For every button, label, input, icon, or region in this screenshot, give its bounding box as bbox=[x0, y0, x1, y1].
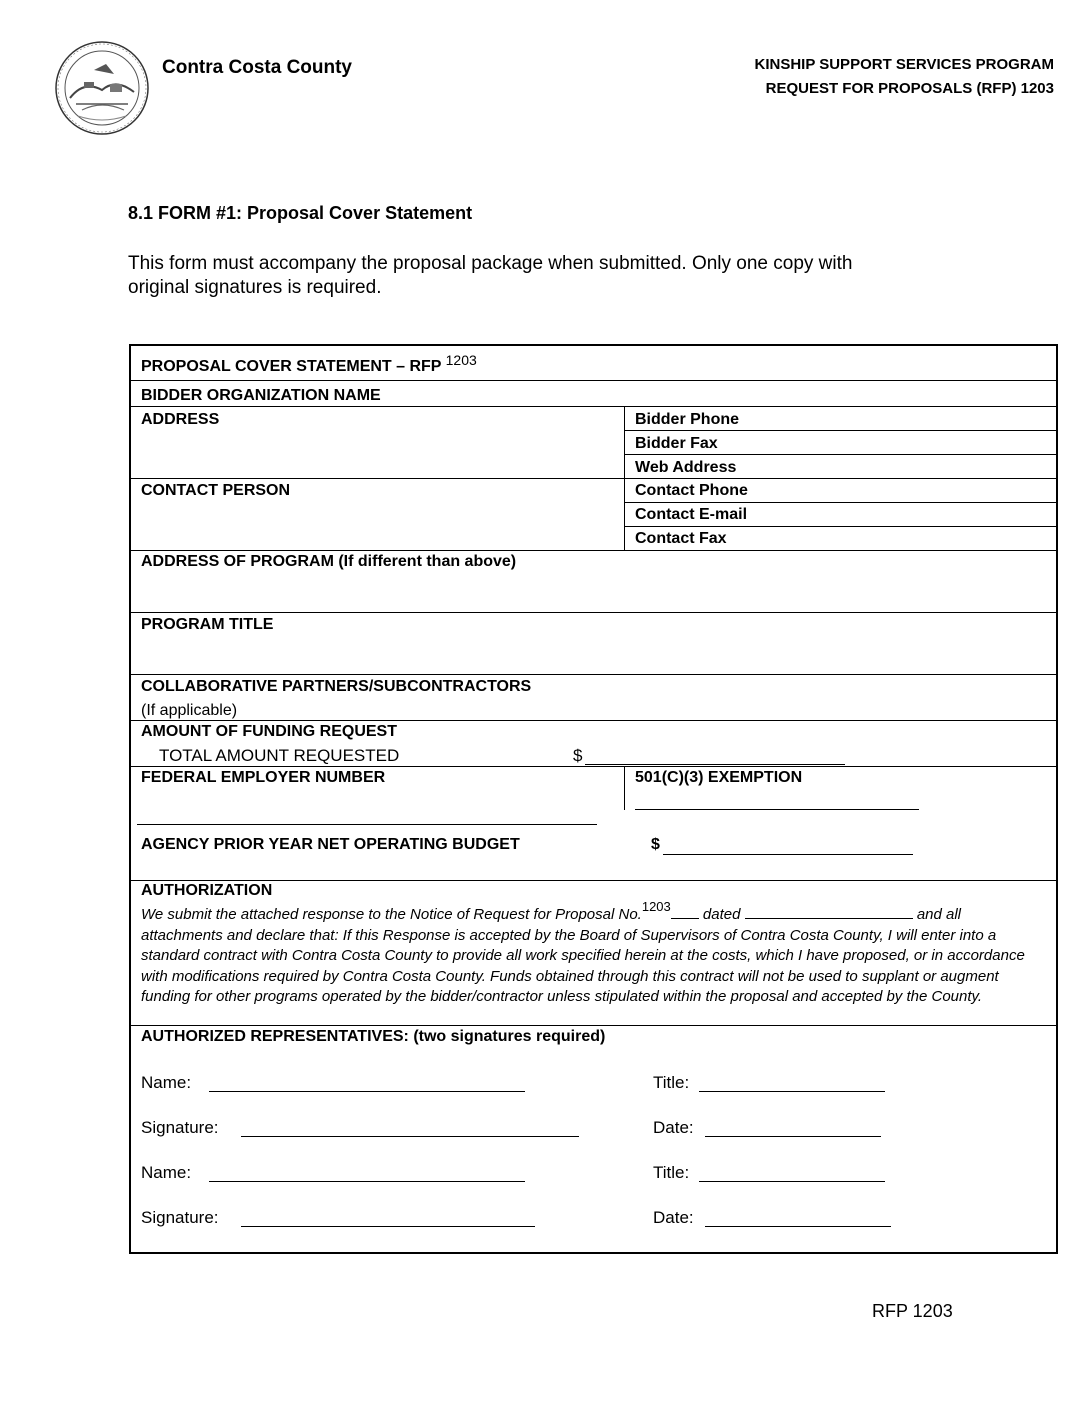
rfp-number-blank[interactable] bbox=[671, 904, 699, 919]
authorization-text: We submit the attached response to the Notice of Request for Proposal No.1203 dated and all attachments and declare that: If this Response is accepted by the Board of Supervisors of Contra Costa County, I will enter into a standard contract with Contra Costa County to provide all work specified herein at the costs, which I have proposed, or in accordance with modifications required by Contra Costa County. Funds obtained through this contract will not be used to supplant or augment funding for other programs operated by the bidder/contractor unless stipulated within the proposal and accepted by the County. bbox=[141, 899, 1025, 1005]
footer-rfp-number: RFP 1203 bbox=[872, 1301, 953, 1321]
date-label-1: Date: bbox=[653, 1118, 694, 1137]
date-label-2: Date: bbox=[653, 1208, 694, 1227]
name-label-1: Name: bbox=[141, 1073, 192, 1092]
contact-email-field[interactable]: Contact E-mail bbox=[635, 506, 748, 523]
name-label-2: Name: bbox=[141, 1163, 192, 1182]
fein-input[interactable] bbox=[137, 824, 597, 825]
partners-note: (If applicable) bbox=[141, 702, 238, 719]
dated-input[interactable] bbox=[745, 904, 913, 919]
web-address-field[interactable]: Web Address bbox=[635, 459, 737, 476]
title-label-2: Title: bbox=[653, 1163, 690, 1182]
total-amount-label: TOTAL AMOUNT REQUESTED bbox=[159, 746, 400, 765]
program-title-field[interactable]: PROGRAM TITLE bbox=[141, 616, 274, 633]
authorization-label: AUTHORIZATION bbox=[141, 882, 273, 899]
proposal-cover-form bbox=[129, 344, 1058, 1254]
auth-rfp-number: 1203 bbox=[641, 899, 671, 914]
fein-label: FEDERAL EMPLOYER NUMBER bbox=[141, 769, 386, 786]
contact-phone-field[interactable]: Contact Phone bbox=[635, 482, 748, 499]
section-title: 8.1 FORM #1: Proposal Cover Statement bbox=[128, 203, 473, 223]
date-input-2[interactable] bbox=[705, 1226, 891, 1227]
name-input-1[interactable] bbox=[209, 1091, 525, 1092]
contact-person-field[interactable]: CONTACT PERSON bbox=[141, 482, 291, 499]
contact-fax-field[interactable]: Contact Fax bbox=[635, 530, 727, 547]
partners-field[interactable]: COLLABORATIVE PARTNERS/SUBCONTRACTORS bbox=[141, 678, 532, 695]
authorized-reps-label: AUTHORIZED REPRESENTATIVES: (two signatures required) bbox=[141, 1028, 606, 1045]
budget-label: AGENCY PRIOR YEAR NET OPERATING BUDGET bbox=[141, 836, 520, 853]
title-input-2[interactable] bbox=[699, 1181, 885, 1182]
dollar-sign: $ bbox=[573, 746, 583, 765]
intro-text bbox=[128, 252, 1008, 300]
exemption-input[interactable] bbox=[635, 809, 919, 810]
program-title-line1: KINSHIP SUPPORT SERVICES PROGRAM bbox=[754, 56, 1054, 73]
bidder-phone-field[interactable]: Bidder Phone bbox=[635, 411, 740, 428]
form-title: PROPOSAL COVER STATEMENT – RFP 1203 bbox=[141, 352, 477, 375]
budget-input[interactable] bbox=[663, 854, 913, 855]
bidder-fax-field[interactable]: Bidder Fax bbox=[635, 435, 718, 452]
bidder-org-name-field[interactable]: BIDDER ORGANIZATION NAME bbox=[141, 387, 381, 404]
form-title-number: 1203 bbox=[445, 352, 477, 368]
signature-input-1[interactable] bbox=[241, 1136, 579, 1137]
intro-line-1: This form must accompany the proposal package when submitted. Only one copy with bbox=[128, 253, 853, 274]
signature-label-2: Signature: bbox=[141, 1208, 219, 1227]
county-name: Contra Costa County bbox=[162, 57, 352, 78]
county-seal-icon bbox=[54, 40, 150, 136]
name-input-2[interactable] bbox=[209, 1181, 525, 1182]
title-input-1[interactable] bbox=[699, 1091, 885, 1092]
program-title-line2: REQUEST FOR PROPOSALS (RFP) 1203 bbox=[765, 80, 1054, 97]
program-address-field[interactable]: ADDRESS OF PROGRAM (If different than above) bbox=[141, 553, 517, 570]
signature-input-2[interactable] bbox=[241, 1226, 535, 1227]
date-input-1[interactable] bbox=[705, 1136, 881, 1137]
funding-request-label: AMOUNT OF FUNDING REQUEST bbox=[141, 723, 397, 740]
intro-line-2: original signatures is required. bbox=[128, 277, 382, 298]
total-amount-input[interactable] bbox=[585, 764, 845, 765]
address-field[interactable]: ADDRESS bbox=[141, 411, 220, 428]
exemption-label: 501(C)(3) EXEMPTION bbox=[635, 769, 803, 786]
title-label-1: Title: bbox=[653, 1073, 690, 1092]
dollar-sign-budget: $ bbox=[651, 836, 660, 853]
signature-label-1: Signature: bbox=[141, 1118, 219, 1137]
